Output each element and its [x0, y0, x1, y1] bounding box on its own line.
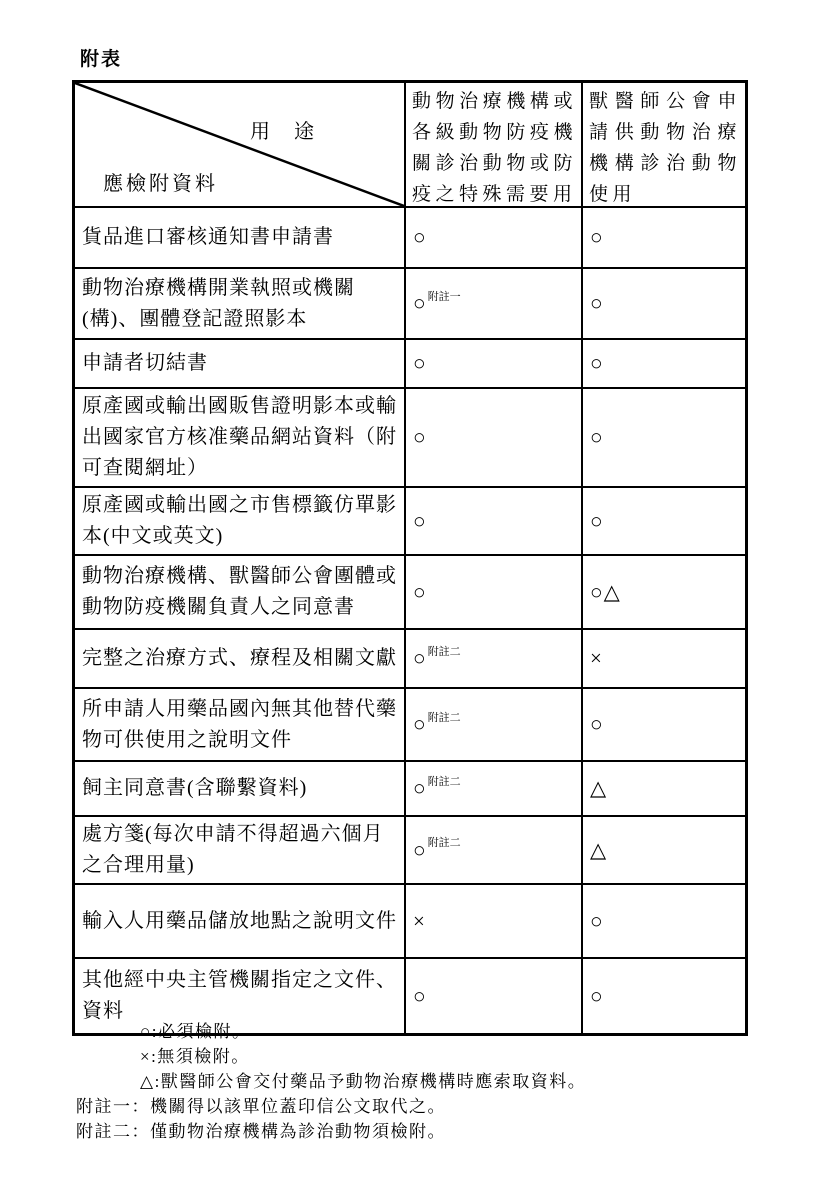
table-row	[75, 340, 745, 389]
column-header-veterinary-association: 獸醫師公會申請供動物治療機構診治動物使用	[589, 91, 741, 205]
table-row	[75, 762, 745, 817]
cell-symbol-2: ○	[590, 508, 604, 533]
row-label: 原產國或輸出國之市售標籤仿單影本(中文或英文)	[75, 488, 406, 554]
cell-col1	[406, 208, 583, 267]
cell-symbol-2: △	[590, 776, 608, 800]
cell-symbol-2: ○	[590, 908, 604, 933]
row-label: 動物治療機構、獸醫師公會團體或動物防疫機關負責人之同意書	[75, 556, 406, 628]
documents-table	[72, 80, 748, 1036]
row-label: 貨品進口審核通知書申請書	[75, 208, 406, 267]
cell-symbol-1: ○	[413, 983, 427, 1008]
cell-col1	[406, 488, 583, 554]
cell-col1	[406, 389, 583, 486]
table-row	[75, 208, 745, 269]
row-label: 所申請人用藥品國內無其他替代藥物可供使用之說明文件	[75, 689, 406, 760]
table-row	[75, 556, 745, 630]
cell-col2	[583, 389, 745, 486]
cell-col2	[583, 762, 745, 815]
cell-symbol-2: ×	[590, 646, 603, 670]
footer-notes	[76, 1019, 586, 1144]
cell-symbol-1-footnote-sup: 附註二	[427, 645, 461, 658]
cell-symbol-2: ○△	[590, 579, 621, 604]
corner-label-purpose: 用 途	[250, 121, 316, 143]
row-label: 其他經中央主管機關指定之文件、資料	[75, 959, 406, 1033]
cell-symbol-1: ○	[413, 351, 427, 375]
cell-symbol-2: ○	[590, 351, 604, 375]
cell-symbol-1: ○	[413, 508, 427, 533]
cell-symbol-1: ○	[413, 425, 427, 449]
row-label: 動物治療機構開業執照或機關(構)、團體登記證照影本	[75, 269, 406, 338]
row-label: 申請者切結書	[75, 340, 406, 387]
cell-symbol-2: ○	[590, 983, 604, 1008]
cell-col2	[583, 959, 745, 1033]
cell-symbol-2: ○	[590, 712, 604, 736]
page-title: 附表	[80, 49, 123, 70]
cell-col2	[583, 208, 745, 267]
cell-symbol-2: ○	[590, 291, 604, 315]
table-header-row	[75, 83, 745, 208]
table-row	[75, 885, 745, 959]
cell-symbol-2: ○	[590, 225, 604, 249]
cell-col2	[583, 817, 745, 883]
cell-symbol-1: ○	[413, 712, 427, 736]
cell-symbol-1-footnote-sup: 附註二	[427, 711, 461, 724]
footnote-line: 附註二：僅動物治療機構為診治動物須檢附。	[76, 1122, 446, 1141]
table-row	[75, 630, 745, 689]
table-row	[75, 817, 745, 885]
row-label: 完整之治療方式、療程及相關文獻	[75, 630, 406, 687]
row-label: 處方箋(每次申請不得超過六個月之合理用量)	[75, 817, 406, 883]
cell-col2	[583, 269, 745, 338]
cell-symbol-1: ○	[413, 646, 427, 670]
corner-label-required-documents: 應檢附資料	[103, 173, 218, 195]
footnote-line: 附註一：機關得以該單位蓋印信公文取代之。	[76, 1097, 446, 1116]
cell-col2	[583, 689, 745, 760]
cell-symbol-1: ○	[413, 837, 427, 862]
table-row	[75, 488, 745, 556]
cell-col2	[583, 340, 745, 387]
corner-header-cell	[75, 83, 406, 206]
cell-col1	[406, 817, 583, 883]
cell-symbol-1-footnote-sup: 附註二	[427, 837, 461, 849]
cell-col1	[406, 885, 583, 957]
cell-col2	[583, 556, 745, 628]
table-row	[75, 689, 745, 762]
cell-col1	[406, 762, 583, 815]
legend-line: ○:必須檢附。	[140, 1022, 251, 1041]
cell-symbol-1-footnote-sup: 附註一	[427, 290, 461, 303]
legend-line: ×:無須檢附。	[140, 1047, 250, 1066]
cell-symbol-2: △	[590, 837, 608, 862]
cell-col1	[406, 689, 583, 760]
cell-col2	[583, 885, 745, 957]
cell-symbol-1: ○	[413, 579, 427, 604]
table-row	[75, 269, 745, 340]
row-label: 輸入人用藥品儲放地點之說明文件	[75, 885, 406, 957]
cell-symbol-1: ○	[413, 776, 427, 800]
cell-col1	[406, 340, 583, 387]
cell-symbol-1-footnote-sup: 附註二	[427, 775, 461, 788]
row-label: 飼主同意書(含聯繫資料)	[75, 762, 406, 815]
cell-col2	[583, 488, 745, 554]
cell-col1	[406, 630, 583, 687]
cell-symbol-1: ○	[413, 291, 427, 315]
cell-symbol-1: ×	[413, 908, 426, 933]
cell-col2	[583, 630, 745, 687]
column-header-treatment-institution: 動物治療機構或各級動物防疫機關診治動物或防疫之特殊需要用	[406, 83, 583, 206]
row-label: 原產國或輸出國販售證明影本或輸出國家官方核准藥品網站資料（附可查閱網址）	[75, 389, 406, 486]
cell-col1	[406, 556, 583, 628]
table-row	[75, 389, 745, 488]
cell-symbol-1: ○	[413, 225, 427, 249]
cell-symbol-2: ○	[590, 425, 604, 449]
cell-col1	[406, 269, 583, 338]
legend-line: △:獸醫師公會交付藥品予動物治療機構時應索取資料。	[140, 1072, 587, 1091]
